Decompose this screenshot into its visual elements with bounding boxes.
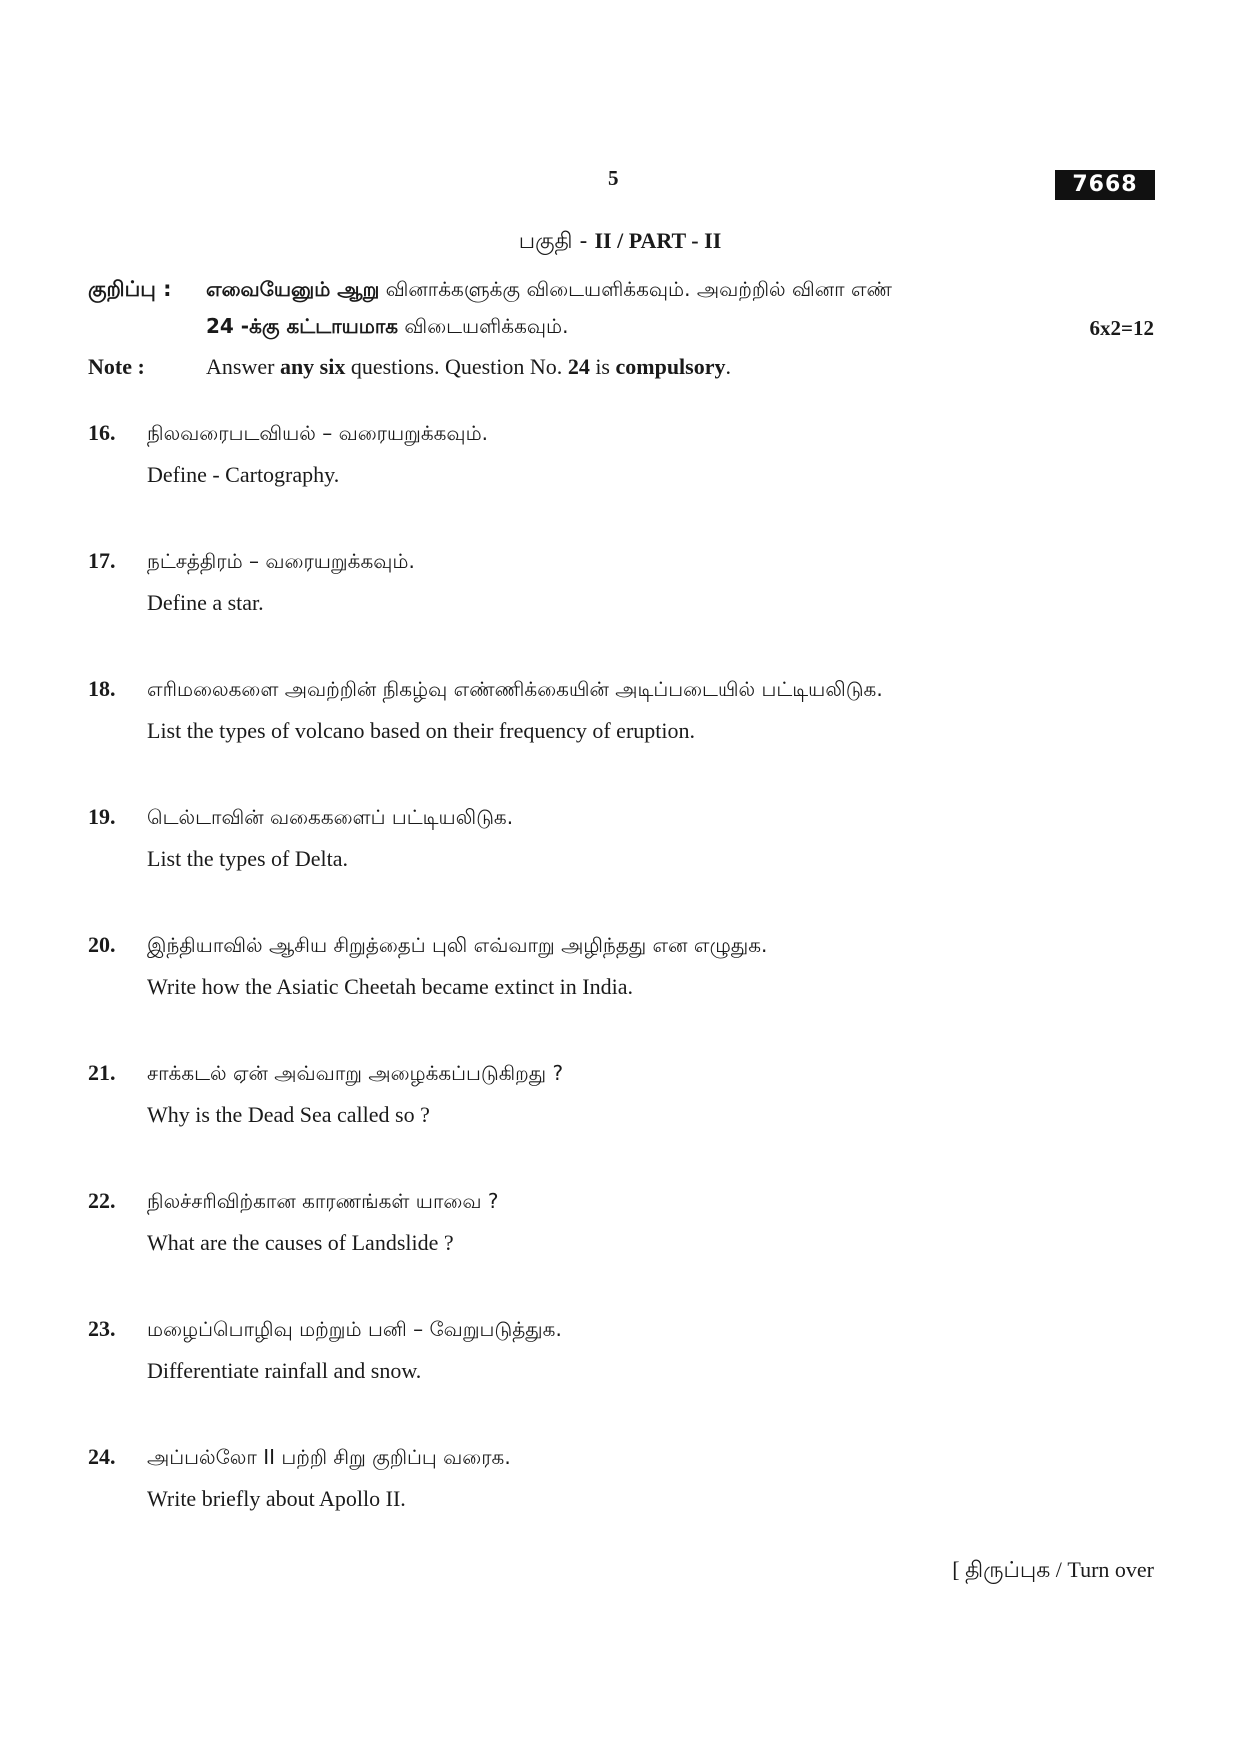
note-part-3: is bbox=[589, 354, 616, 379]
question-english: Define - Cartography. bbox=[147, 462, 340, 487]
question-number: 20. bbox=[88, 932, 116, 957]
marks-allocation: 6x2=12 bbox=[1089, 316, 1154, 340]
note-part-1: Answer bbox=[206, 354, 280, 379]
paper-code-badge: 7668 bbox=[1055, 170, 1155, 200]
question-tamil: சாக்கடல் ஏன் அவ்வாறு அழைக்கப்படுகிறது ? bbox=[147, 1061, 564, 1085]
kurippu-bold-1: எவையேனும் ஆறு bbox=[206, 277, 380, 301]
question-tamil: மழைப்பொழிவு மற்றும் பனி – வேறுபடுத்துக. bbox=[147, 1317, 562, 1341]
question-number: 17. bbox=[88, 548, 116, 573]
question-tamil: இந்தியாவில் ஆசிய சிறுத்தைப் புலி எவ்வாறு அழிந்தது என எழுதுக. bbox=[147, 933, 768, 957]
part-title bbox=[0, 228, 1240, 257]
kurippu-line-1 bbox=[206, 277, 1166, 304]
note-bold-question-number: 24 bbox=[567, 354, 590, 379]
part-title-tamil: பகுதி - bbox=[518, 229, 588, 254]
question-number: 23. bbox=[88, 1316, 116, 1341]
note-bold-any-six: any six bbox=[279, 354, 346, 379]
question-english: Write briefly about Apollo II. bbox=[147, 1486, 406, 1511]
kurippu-text-1: வினாக்களுக்கு விடையளிக்கவும். அவற்றில் வினா எண் bbox=[379, 277, 892, 301]
question-english: Define a star. bbox=[147, 590, 264, 615]
question-tamil: எரிமலைகளை அவற்றின் நிகழ்வு எண்ணிக்கையின் அடிப்படையில் பட்டியலிடுக. bbox=[147, 677, 883, 701]
note-bold-compulsory: compulsory bbox=[615, 354, 726, 379]
question-tamil: நிலச்சரிவிற்கான காரணங்கள் யாவை ? bbox=[147, 1189, 499, 1213]
question-tamil: நிலவரைபடவியல் – வரையறுக்கவும். bbox=[147, 421, 489, 445]
question-number: 21. bbox=[88, 1060, 116, 1085]
question-tamil: அப்பல்லோ II பற்றி சிறு குறிப்பு வரைக. bbox=[147, 1445, 511, 1469]
question-number: 16. bbox=[88, 420, 116, 445]
note-label: Note : bbox=[88, 354, 145, 379]
question-english: Write how the Asiatic Cheetah became extinct in India. bbox=[147, 974, 633, 999]
note-text bbox=[206, 354, 731, 380]
question-number: 24. bbox=[88, 1444, 116, 1469]
question-english: Differentiate rainfall and snow. bbox=[147, 1358, 422, 1383]
question-number: 18. bbox=[88, 676, 116, 701]
kurippu-line-2 bbox=[206, 314, 568, 341]
kurippu-bold-2: 24 -க்கு கட்டாயமாக bbox=[206, 314, 399, 338]
question-english: What are the causes of Landslide ? bbox=[147, 1230, 454, 1255]
note-part-4: . bbox=[725, 354, 731, 379]
question-english: List the types of volcano based on their frequency of eruption. bbox=[147, 718, 696, 743]
question-number: 22. bbox=[88, 1188, 116, 1213]
question-tamil: நட்சத்திரம் – வரையறுக்கவும். bbox=[147, 549, 415, 573]
question-english: Why is the Dead Sea called so ? bbox=[147, 1102, 430, 1127]
question-number: 19. bbox=[88, 804, 116, 829]
page-number: 5 bbox=[608, 166, 619, 190]
kurippu-text-2: விடையளிக்கவும். bbox=[398, 314, 569, 338]
turn-over-label: [ திருப்புக / Turn over bbox=[952, 1557, 1154, 1582]
kurippu-label: குறிப்பு : bbox=[88, 277, 172, 301]
question-tamil: டெல்டாவின் வகைகளைப் பட்டியலிடுக. bbox=[147, 805, 514, 829]
note-part-2: questions. Question No. bbox=[345, 354, 568, 379]
part-title-english: II / PART - II bbox=[594, 228, 722, 253]
question-english: List the types of Delta. bbox=[147, 846, 349, 871]
